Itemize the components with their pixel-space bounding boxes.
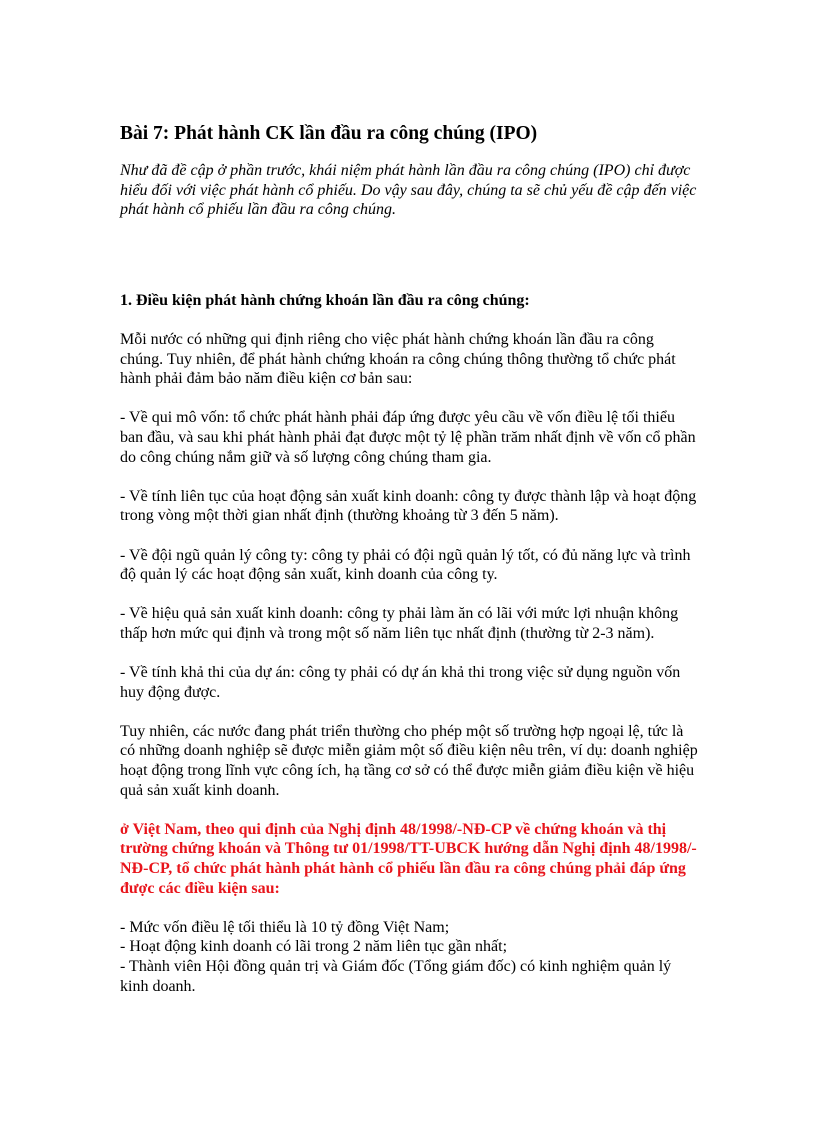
condition-efficiency: - Về hiệu quả sản xuất kinh doanh: công ty phải làm ăn có lãi với mức lợi nhuận không thấp hơn mức qui định và trong một số năm liên tục nhất định (thường từ 2-3 năm). bbox=[120, 605, 679, 642]
list-item: - Hoạt động kinh doanh có lãi trong 2 năm liên tục gần nhất; bbox=[120, 938, 508, 956]
section-heading: 1. Điều kiện phát hành chứng khoán lần đầu ra công chúng: bbox=[120, 291, 530, 309]
conditions-list bbox=[120, 918, 700, 996]
intro-paragraph: Như đã đề cập ở phần trước, khái niệm phát hành lần đầu ra công chúng (IPO) chỉ được hiểu đối với việc phát hành cổ phiếu. Do vậy sau đây, chúng ta sẽ chủ yếu đề cập đến việc phát hành cổ phiếu lần đầu ra công chúng. bbox=[120, 162, 697, 219]
body-paragraph: Mỗi nước có những qui định riêng cho việc phát hành chứng khoán lần đầu ra công chúng. Tuy nhiên, để phát hành chứng khoán ra công chúng thông thường tổ chức phát hành phải đảm bảo năm điều kiện cơ bản sau: bbox=[120, 330, 676, 388]
document-title: Bài 7: Phát hành CK lần đầu ra công chúng (IPO) bbox=[120, 123, 538, 144]
condition-feasibility: - Về tính khả thi của dự án: công ty phải có dự án khả thi trong việc sử dụng nguồn vốn huy động được. bbox=[120, 664, 681, 701]
condition-continuity: - Về tính liên tục của hoạt động sản xuất kinh doanh: công ty được thành lập và hoạt động trong vòng một thời gian nhất định (thường khoảng từ 3 đến 5 năm). bbox=[120, 487, 697, 525]
document-page bbox=[120, 122, 700, 996]
list-item: - Mức vốn điều lệ tối thiểu là 10 tỷ đồng Việt Nam; bbox=[120, 918, 450, 936]
list-item: - Thành viên Hội đồng quản trị và Giám đốc (Tổng giám đốc) có kinh nghiệm quản lý kinh doanh. bbox=[120, 957, 672, 995]
condition-capital: - Về qui mô vốn: tổ chức phát hành phải đáp ứng được yêu cầu về vốn điều lệ tối thiểu ban đầu, và sau khi phát hành phải đạt được một tỷ lệ phần trăm nhất định về vốn cổ phần do công chúng nắm giữ và số lượng công chúng tham gia. bbox=[120, 409, 696, 466]
condition-management: - Về đội ngũ quản lý công ty: công ty phải có đội ngũ quản lý tốt, có đủ năng lực và trình độ quản lý các hoạt động sản xuất, kinh doanh của công ty. bbox=[120, 546, 691, 584]
exceptions-paragraph: Tuy nhiên, các nước đang phát triển thường cho phép một số trường hợp ngoại lệ, tức là có những doanh nghiệp sẽ được miễn giảm một số điều kiện nêu trên, ví dụ: doanh nghiệp hoạt động trong lĩnh vực công ích, hạ tầng cơ sở có thể được miễn giảm điều kiện về hiệu quả sản xuất kinh doanh. bbox=[120, 722, 698, 799]
vietnam-regulation-highlight: ở Việt Nam, theo qui định của Nghị định 48/1998/-NĐ-CP về chứng khoán và thị trường chứng khoán và Thông tư 01/1998/TT-UBCK hướng dẫn Nghị định 48/1998/-NĐ-CP, tổ chức phát hành phát hành cổ phiếu lần đầu ra công chúng phải đáp ứng được các điều kiện sau: bbox=[120, 820, 697, 897]
